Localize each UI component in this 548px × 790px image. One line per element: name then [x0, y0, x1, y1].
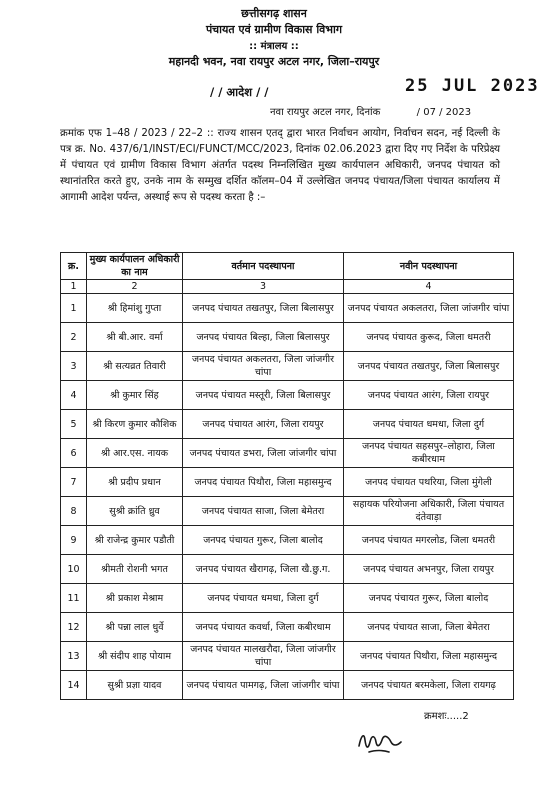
- officer-name-cell: श्री कुमार सिंह: [87, 381, 183, 410]
- officer-name-cell: श्री बी.आर. वर्मा: [87, 323, 183, 352]
- table-row: [61, 294, 514, 323]
- serial-cell: 3: [61, 352, 87, 381]
- column-number: 2: [87, 280, 183, 294]
- current-posting-cell: जनपद पंचायत पिथौरा, जिला महासमुन्द: [183, 468, 344, 497]
- current-posting-cell: जनपद पंचायत बिल्हा, जिला बिलासपुर: [183, 323, 344, 352]
- officer-name-cell: श्री किरण कुमार कौशिक: [87, 410, 183, 439]
- table-row: [61, 584, 514, 613]
- serial-cell: 5: [61, 410, 87, 439]
- officer-name-cell: सुश्री क्रांति ध्रुव: [87, 497, 183, 526]
- current-posting-cell: जनपद पंचायत खैरागढ़, जिला खै.छु.ग.: [183, 555, 344, 584]
- officer-name-cell: सुश्री प्रज्ञा यादव: [87, 671, 183, 700]
- new-posting-cell: जनपद पंचायत मगरलोड, जिला धमतरी: [344, 526, 514, 555]
- table-row: [61, 526, 514, 555]
- current-posting-cell: जनपद पंचायत कवर्धा, जिला कबीरधाम: [183, 613, 344, 642]
- table-row: [61, 381, 514, 410]
- new-posting-cell: जनपद पंचायत अकलतरा, जिला जांजगीर चांपा: [344, 294, 514, 323]
- current-posting-cell: जनपद पंचायत धमधा, जिला दुर्ग: [183, 584, 344, 613]
- government-name: छत्तीसगढ़ शासन: [241, 7, 307, 20]
- table-row: [61, 323, 514, 352]
- officer-name-cell: श्री संदीप शाह पोयाम: [87, 642, 183, 671]
- current-posting-cell: जनपद पंचायत तखतपुर, जिला बिलासपुर: [183, 294, 344, 323]
- new-posting-cell: जनपद पंचायत बरमकेला, जिला रायगढ़: [344, 671, 514, 700]
- table-row: [61, 497, 514, 526]
- new-posting-cell: जनपद पंचायत गुरूर, जिला बालोद: [344, 584, 514, 613]
- serial-cell: 10: [61, 555, 87, 584]
- new-posting-cell: जनपद पंचायत साजा, जिला बेमेतरा: [344, 613, 514, 642]
- column-number: 4: [344, 280, 514, 294]
- new-posting-cell: जनपद पंचायत धमधा, जिला दुर्ग: [344, 410, 514, 439]
- order-body-text: क्रमांक एफ 1–48 / 2023 / 22–2 :: राज्य शासन एतद् द्वारा भारत निर्वाचन आयोग, निर्वाचन सदन, नई दिल्ली के पत्र क्र. No. 437/6/1/INST/ECI/FUNCT/MCC/2023, दिनांक 02.06.2023 द्वारा दिए गए निर्देश के परिप्रेक्ष्य में पंचायत एवं ग्रामीण विकास विभाग अंतर्गत पदस्थ निम्नलिखित मुख्य कार्यपालन अधिकारी, जनपद पंचायत को स्थानांतरित करते हुए, उनके नाम के सम्मुख दर्शित कॉलम–04 में उल्लेखित जनपद पंचायत/जिला पंचायत कार्यालय में आगामी आदेश पर्यन्त, अस्थाई रूप से पदस्थ करता है :–: [60, 128, 500, 203]
- page-continuation: क्रमशः.....2: [424, 711, 469, 722]
- officer-name-cell: श्री पन्ना लाल धुर्वे: [87, 613, 183, 642]
- officer-name-cell: श्री सत्यव्रत तिवारी: [87, 352, 183, 381]
- signature-image: [355, 720, 405, 756]
- officer-name-cell: श्री हिमांशु गुप्ता: [87, 294, 183, 323]
- current-posting-cell: जनपद पंचायत मालखरौदा, जिला जांजगीर चांपा: [183, 642, 344, 671]
- officer-name-cell: श्री राजेन्द्र कुमार पडौती: [87, 526, 183, 555]
- table-row: [61, 613, 514, 642]
- new-posting-cell: जनपद पंचायत पथरिया, जिला मुंगेली: [344, 468, 514, 497]
- officer-name-cell: श्री प्रदीप प्रधान: [87, 468, 183, 497]
- new-posting-cell: जनपद पंचायत कुरूद, जिला धमतरी: [344, 323, 514, 352]
- signature-stroke: [359, 736, 401, 752]
- serial-cell: 8: [61, 497, 87, 526]
- serial-cell: 9: [61, 526, 87, 555]
- serial-cell: 2: [61, 323, 87, 352]
- header-current-posting: वर्तमान पदस्थापना: [183, 253, 344, 280]
- header-serial: क्र.: [61, 253, 87, 280]
- new-posting-cell: जनपद पंचायत तखतपुर, जिला बिलासपुर: [344, 352, 514, 381]
- header-new-posting: नवीन पदस्थापना: [344, 253, 514, 280]
- new-posting-cell: सहायक परियोजना अधिकारी, जिला पंचायत दंतेवाड़ा: [344, 497, 514, 526]
- current-posting-cell: जनपद पंचायत गुरूर, जिला बालोद: [183, 526, 344, 555]
- current-posting-cell: जनपद पंचायत डभरा, जिला जांजगीर चांपा: [183, 439, 344, 468]
- serial-cell: 4: [61, 381, 87, 410]
- new-posting-cell: जनपद पंचायत अभनपुर, जिला रायपुर: [344, 555, 514, 584]
- serial-cell: 7: [61, 468, 87, 497]
- serial-cell: 11: [61, 584, 87, 613]
- serial-cell: 12: [61, 613, 87, 642]
- ministry-label: :: मंत्रालय ::: [249, 41, 299, 52]
- serial-cell: 13: [61, 642, 87, 671]
- transfer-table: [60, 252, 514, 700]
- current-posting-cell: जनपद पंचायत मस्तूरी, जिला बिलासपुर: [183, 381, 344, 410]
- current-posting-cell: जनपद पंचायत आरंग, जिला रायपुर: [183, 410, 344, 439]
- order-heading: / / आदेश / /: [210, 85, 269, 99]
- table-row: [61, 439, 514, 468]
- new-posting-cell: जनपद पंचायत सहसपुर–लोहारा, जिला कबीरधाम: [344, 439, 514, 468]
- column-number: 1: [61, 280, 87, 294]
- table-row: [61, 352, 514, 381]
- new-posting-cell: जनपद पंचायत पिथौरा, जिला महासमुन्द: [344, 642, 514, 671]
- column-number: 3: [183, 280, 344, 294]
- officer-name-cell: श्रीमती रोशनी भगत: [87, 555, 183, 584]
- serial-cell: 6: [61, 439, 87, 468]
- table-row: [61, 410, 514, 439]
- new-posting-cell: जनपद पंचायत आरंग, जिला रायपुर: [344, 381, 514, 410]
- table-body: [61, 294, 514, 700]
- date-stamp: 25 JUL 2023: [405, 76, 540, 96]
- current-posting-cell: जनपद पंचायत साजा, जिला बेमेतरा: [183, 497, 344, 526]
- current-posting-cell: जनपद पंचायत अकलतरा, जिला जांजगीर चांपा: [183, 352, 344, 381]
- table-row: [61, 642, 514, 671]
- table-row: [61, 555, 514, 584]
- table-row: [61, 468, 514, 497]
- officer-name-cell: श्री आर.एस. नायक: [87, 439, 183, 468]
- table-row: [61, 671, 514, 700]
- officer-name-cell: श्री प्रकाश मेश्राम: [87, 584, 183, 613]
- place-date-prefix: नवा रायपुर अटल नगर, दिनांक: [270, 107, 381, 118]
- place-date-line: [270, 104, 471, 118]
- place-date-suffix: / 07 / 2023: [416, 107, 472, 118]
- serial-cell: 14: [61, 671, 87, 700]
- serial-cell: 1: [61, 294, 87, 323]
- office-address: महानदी भवन, नवा रायपुर अटल नगर, जिला–रायपुर: [168, 55, 380, 68]
- current-posting-cell: जनपद पंचायत पामगढ़, जिला जांजगीर चांपा: [183, 671, 344, 700]
- department-name: पंचायत एवं ग्रामीण विकास विभाग: [205, 23, 343, 36]
- header-officer-name: मुख्य कार्यपालन अधिकारी का नाम: [87, 253, 183, 280]
